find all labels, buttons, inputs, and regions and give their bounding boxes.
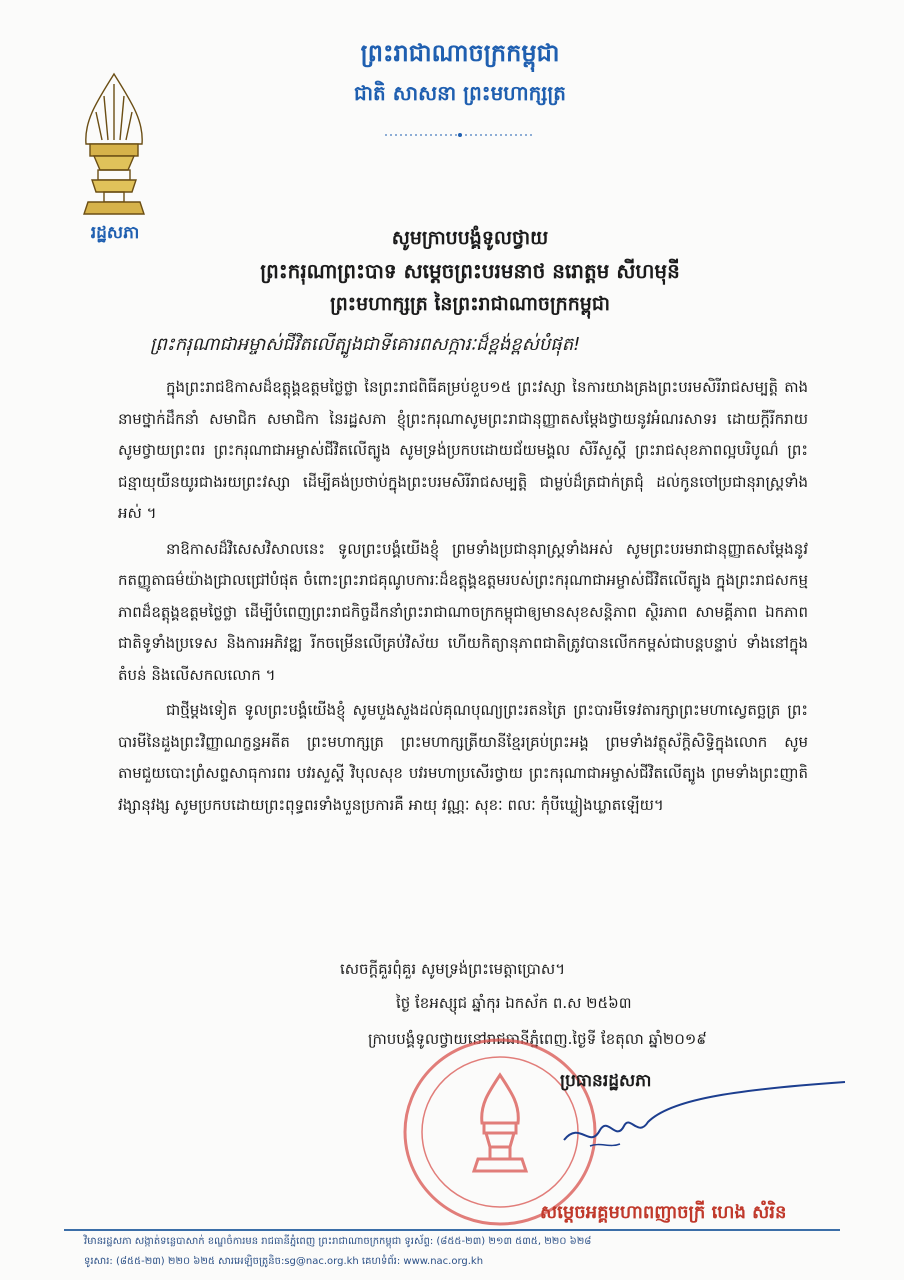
paragraph-3: ជាថ្មីម្តងទៀត ទូលព្រះបង្គំយើងខ្ញុំ សូមបួងសួងដល់គុណបុណ្យព្រះរតនត្រៃ ព្រះបារមីទេវតារក្សាព្រះមហាស្វេតច្ឆត្រ ព្រះបារមីនៃដួងព្រះវិញ្ញាណក្ខន្ធអតីត ព្រះមហាក្សត្រ ព្រះមហាក្សត្រីយានីខ្មែរគ្រប់ព្រះអង្គ ព្រមទាំងវត្ថុស័ក្តិសិទ្ធិក្នុងលោក សូមតាមជួយបោះព្រំសព្ទសាធុការពរ បវរសួស្តី វិបុលសុខ បវរមហាប្រសើរថ្វាយ ព្រះករុណាជាអម្ចាស់ជីវិតលើត្បូង ព្រមទាំងព្រះញាតិវង្សានុវង្ស សូមប្រកបដោយព្រះពុទ្ធពរទាំងបួនប្រការគឺ អាយុ វណ្ណៈ សុខៈ ពលៈ កុំបីឃ្លៀងឃ្លាតឡើយ។ bbox=[118, 701, 808, 814]
address-line-1: សូមក្រាបបង្គំទូលថ្វាយ bbox=[391, 227, 549, 249]
signer-title: ប្រធានរដ្ឋសភា bbox=[560, 1071, 652, 1091]
salutation: ព្រះករុណាជាអម្ចាស់ជីវិតលើត្បូងជាទីគោរពសក្ការៈដ៏ខ្ពង់ខ្ពស់បំផុត! bbox=[150, 334, 581, 355]
signer-name: សម្តេចអគ្គមហាពញាចក្រី ហេង សំរិន bbox=[540, 1202, 787, 1223]
closing-respect: សេចក្តីគួរពុំគួរ សូមទ្រង់ព្រះមេត្តាប្រោស។ bbox=[340, 960, 566, 978]
address-line-2: ព្រះករុណាព្រះបាទ សម្តេចព្រះបរមនាថ នរោត្តម សីហមុនី bbox=[260, 259, 680, 283]
paragraph-1: ក្នុងព្រះរាជឱកាសដ៏ឧត្តុង្គឧត្តមថ្លៃថ្លា នៃព្រះរាជពិធីគម្រប់ខួប១៥ ព្រះវស្សា នៃការយាងគ្រងព្រះបរមសិរីរាជសម្បត្តិ តាងនាមថ្នាក់ដឹកនាំ សមាជិក សមាជិកា នៃរដ្ឋសភា ខ្ញុំព្រះករុណាសូមព្រះរាជានុញ្ញាតសម្តែងថ្វាយនូវអំណរសាទរ ដោយក្តីរីករាយ សូមថ្វាយព្រះពរ ព្រះករុណាជាអម្ចាស់ជីវិតលើត្បូង សូមទ្រង់ប្រកបដោយជ័យមង្គល សិរីសួស្តី ព្រះរាជសុខភាពល្អបរិបូណ៌ ព្រះជន្មាយុយឺនយូរជាងរយព្រះវស្សា ដើម្បីគង់ប្រថាប់ក្នុងព្រះបរមសិរីរាជសម្បត្តិ ជាម្លប់ដ៏ត្រជាក់ត្រជុំ ដល់កូនចៅប្រជានុរាស្ត្រទាំងអស់ ។ bbox=[118, 378, 808, 522]
kingdom-heading: ព្រះរាជាណាចក្រកម្ពុជា bbox=[360, 39, 560, 67]
letter-body bbox=[118, 372, 808, 825]
national-motto: ជាតិ សាសនា ព្រះមហាក្សត្រ bbox=[354, 81, 566, 105]
footer-address: វិមានរដ្ឋសភា សង្កាត់ទន្លេបាសាក់ ខណ្ឌចំការមន រាជធានីភ្នំពេញ ព្រះរាជាណាចក្រកម្ពុជា ទូរស័ព្ទ: (៨៥៥-២៣) ២១៣ ៥៣៥, ២២០ ៦២៨ bbox=[84, 1236, 592, 1247]
institution-name: រដ្ឋសភា bbox=[90, 223, 140, 243]
footer-contact: ទូរសារ: (៨៥៥-២៣) ២២០ ៦២៥ សារអេឡិចត្រូនិច:sg@nac.org.kh គេហទំព័រ: www.nac.org.kh bbox=[84, 1256, 484, 1267]
national-assembly-emblem-icon bbox=[68, 70, 160, 218]
paragraph-2: នាឱកាសដ៏វិសេសវិសាលនេះ ទូលព្រះបង្គំយើងខ្ញុំ ព្រមទាំងប្រជានុរាស្ត្រទាំងអស់ សូមព្រះបរមរាជានុញ្ញាតសម្តែងនូវកតញ្ញូតាធម៌យ៉ាងជ្រាលជ្រៅបំផុត ចំពោះព្រះរាជគុណូបការៈដ៏ឧត្តុង្គឧត្តមរបស់ព្រះករុណាជាអម្ចាស់ជីវិតលើត្បូង ក្នុងព្រះរាជសកម្មភាពដ៏ឧត្តុង្គឧត្តមថ្លៃថ្លា ដើម្បីបំពេញព្រះរាជកិច្ចដឹកនាំព្រះរាជាណាចក្រកម្ពុជាឲ្យមានសុខសន្តិភាព ស្ថិរភាព សាមគ្គីភាព ឯកភាពជាតិទូទាំងប្រទេស និងការអភិវឌ្ឍ រីកចម្រើនលើគ្រប់វិស័យ ហើយកិត្យានុភាពជាតិត្រូវបានលើកកម្ពស់ជាបន្តបន្ទាប់ ទាំងនៅក្នុងតំបន់ និងលើសកលលោក ។ bbox=[118, 539, 808, 684]
solar-date: ក្រាបបង្គំទូលថ្វាយនៅរាជធានីភ្នំពេញ.ថ្ងៃទី ខែតុលា ឆ្នាំ២០១៩ bbox=[368, 1030, 707, 1048]
handwritten-signature-icon bbox=[560, 1080, 850, 1170]
ornamental-divider bbox=[385, 132, 535, 138]
lunar-date: ថ្ងៃ ខែអស្សុជ ឆ្នាំកុរ ឯកស័ក ព.ស ២៥៦៣ bbox=[396, 994, 632, 1012]
address-line-3: ព្រះមហាក្សត្រ នៃព្រះរាជាណាចក្រកម្ពុជា bbox=[330, 293, 610, 315]
footer-divider bbox=[64, 1229, 840, 1231]
